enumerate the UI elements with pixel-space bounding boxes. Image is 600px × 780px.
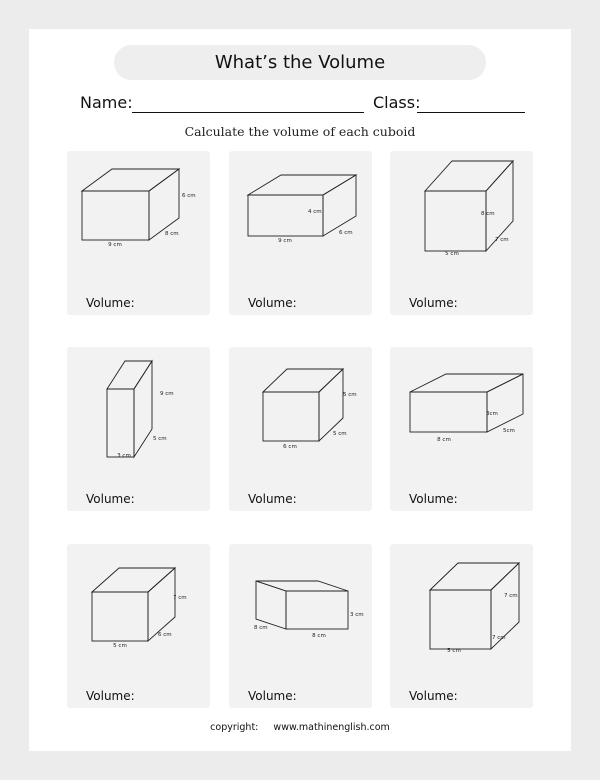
cuboid-diagram xyxy=(390,151,533,291)
dimension-label: 5 cm xyxy=(343,392,357,398)
cuboid-diagram xyxy=(67,151,210,291)
volume-answer-label[interactable]: Volume: xyxy=(86,689,135,703)
cuboid-card xyxy=(390,347,533,511)
dimension-label: 7 cm xyxy=(173,595,187,601)
dimension-label: 5 cm xyxy=(333,431,347,437)
cuboid-front-face xyxy=(248,195,323,236)
dimension-label: 8 cm xyxy=(254,625,268,631)
cuboid-front-face xyxy=(286,591,348,629)
footer xyxy=(29,722,571,733)
volume-answer-label[interactable]: Volume: xyxy=(86,492,135,506)
dimension-label: 3 cm xyxy=(350,612,364,618)
cuboid-card xyxy=(67,151,210,315)
cuboid-diagram xyxy=(390,347,533,487)
volume-answer-label[interactable]: Volume: xyxy=(248,689,297,703)
dimension-label: 8 cm xyxy=(437,437,451,443)
dimension-label: 5cm xyxy=(503,428,515,434)
dimension-label: 7 cm xyxy=(495,237,509,243)
cuboid-side-face xyxy=(323,175,356,236)
worksheet-page xyxy=(29,29,571,751)
cuboid-diagram xyxy=(67,347,210,487)
cuboid-front-face xyxy=(92,592,148,641)
dimension-label: 3 cm xyxy=(117,453,131,459)
dimension-label: 8 cm xyxy=(312,633,326,639)
dimension-label: 9 cm xyxy=(108,242,122,248)
dimension-label: 5 cm xyxy=(445,251,459,257)
dimension-label: 8 cm xyxy=(481,211,495,217)
cuboid-side-face xyxy=(256,581,286,629)
name-answer-line[interactable] xyxy=(132,112,364,113)
website-text: www.mathinenglish.com xyxy=(273,722,390,733)
cuboid-card xyxy=(67,347,210,511)
cuboid-front-face xyxy=(263,392,319,441)
cuboid-card xyxy=(229,544,372,708)
volume-answer-label[interactable]: Volume: xyxy=(248,492,297,506)
instruction-text: Calculate the volume of each cuboid xyxy=(184,124,416,139)
cuboid-diagram xyxy=(229,544,372,684)
cuboid-front-face xyxy=(107,389,134,457)
dimension-label: 5 cm xyxy=(153,436,167,442)
cuboid-side-face xyxy=(148,568,175,641)
cuboid-top-face xyxy=(410,374,523,392)
cuboid-front-face xyxy=(425,191,486,251)
dimension-label: 4 cm xyxy=(308,209,322,215)
name-label: Name: xyxy=(80,93,133,112)
dimension-label: 5 cm xyxy=(447,648,461,654)
dimension-label: 7 cm xyxy=(504,593,518,599)
cuboid-card xyxy=(67,544,210,708)
cuboid-side-face xyxy=(149,169,179,240)
cuboid-card xyxy=(390,544,533,708)
dimension-label: 6 cm xyxy=(158,632,172,638)
class-label: Class: xyxy=(373,93,421,112)
cuboid-top-face xyxy=(92,568,175,592)
dimension-label: 9 cm xyxy=(160,391,174,397)
volume-answer-label[interactable]: Volume: xyxy=(86,296,135,310)
cuboid-diagram xyxy=(229,347,372,487)
cuboid-top-face xyxy=(107,361,152,389)
volume-answer-label[interactable]: Volume: xyxy=(409,492,458,506)
cuboid-front-face xyxy=(82,191,149,240)
volume-answer-label[interactable]: Volume: xyxy=(409,296,458,310)
dimension-label: 3cm xyxy=(486,411,498,417)
dimension-label: 5 cm xyxy=(113,643,127,649)
dimension-label: 8 cm xyxy=(165,231,179,237)
worksheet-title: What’s the Volume xyxy=(114,45,486,80)
cuboid-diagram xyxy=(229,151,372,291)
dimension-label: 6 cm xyxy=(283,444,297,450)
class-answer-line[interactable] xyxy=(417,112,525,113)
cuboid-top-face xyxy=(430,563,519,590)
dimension-label: 6 cm xyxy=(182,193,196,199)
dimension-label: 9 cm xyxy=(278,238,292,244)
cuboid-front-face xyxy=(410,392,487,432)
name-class-row xyxy=(80,93,540,115)
cuboid-diagram xyxy=(390,544,533,684)
dimension-label: 6 cm xyxy=(339,230,353,236)
volume-answer-label[interactable]: Volume: xyxy=(248,296,297,310)
cuboid-side-face xyxy=(487,374,523,432)
cuboid-card xyxy=(229,151,372,315)
cuboid-card xyxy=(390,151,533,315)
copyright-label: copyright: xyxy=(210,722,259,733)
cuboid-card xyxy=(229,347,372,511)
dimension-label: 7 cm xyxy=(492,635,506,641)
cuboid-front-face xyxy=(430,590,491,649)
cuboid-side-face xyxy=(134,361,152,457)
cuboid-diagram xyxy=(67,544,210,684)
volume-answer-label[interactable]: Volume: xyxy=(409,689,458,703)
